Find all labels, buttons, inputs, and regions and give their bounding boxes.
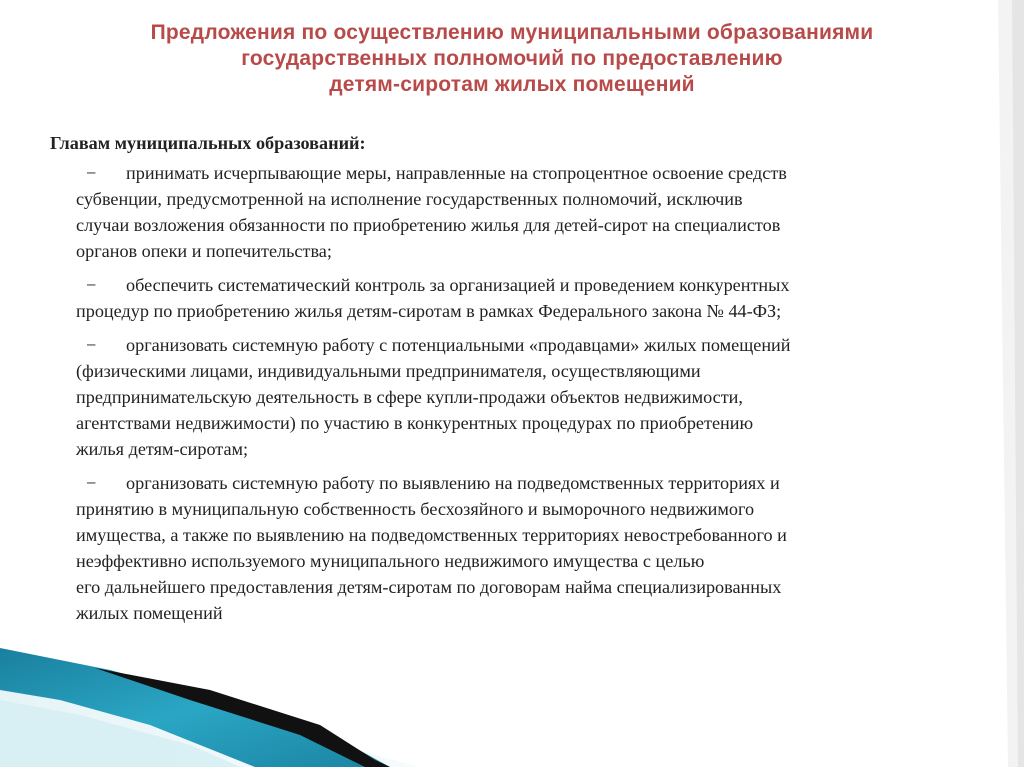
swoosh-light-strip xyxy=(0,700,240,767)
list-item-line: случаи возложения обязанности по приобретению жилья для детей-сирот на специалистов xyxy=(76,215,781,235)
list-item xyxy=(50,332,980,462)
swoosh-light-shape xyxy=(0,675,420,767)
list-item xyxy=(50,470,980,626)
list-item-line: его дальнейшего предоставления детям-сиротам по договорам найма специализированных xyxy=(76,577,782,597)
list-item-text: обеспечить систематический контроль за организацией и проведением конкурентных xyxy=(126,275,790,295)
list-item-line: имущества, а также по выявлению на подведомственных территориях невостребованного и xyxy=(76,525,787,545)
list-item-line: неэффективно используемого муниципального недвижимого имущества с целью xyxy=(76,551,705,571)
dash-bullet: − xyxy=(86,275,97,295)
list-item-line xyxy=(76,160,980,186)
list-item-line: процедур по приобретению жилья детям-сиротам в рамках Федерального закона № 44-ФЗ; xyxy=(76,301,782,321)
list-item-line xyxy=(76,470,980,496)
list-item xyxy=(50,160,980,264)
dash-bullet: − xyxy=(86,163,97,183)
slide-title xyxy=(40,20,984,98)
title-line-2: государственных полномочий по предоставлению xyxy=(241,47,783,70)
list-item-line: органов опеки и попечительства; xyxy=(76,241,332,261)
right-edge-shade xyxy=(998,0,1024,767)
title-line-1: Предложения по осуществлению муниципальными образованиями xyxy=(150,21,874,44)
list-item-text: принимать исчерпывающие меры, направленные на стопроцентное освоение средств xyxy=(126,163,787,183)
right-edge-shade-2 xyxy=(1012,0,1024,767)
list-item-line: предпринимательскую деятельность в сфере купли-продажи объектов недвижимости, xyxy=(76,387,743,407)
list-item xyxy=(50,272,980,324)
list-item-line: жилья детям-сиротам; xyxy=(76,439,249,459)
swoosh-black-shape xyxy=(95,668,390,767)
list-item-line xyxy=(76,272,980,298)
body-heading: Главам муниципальных образований: xyxy=(50,133,366,153)
title-line-3: детям-сиротам жилых помещений xyxy=(329,73,695,96)
list-item-line: жилых помещений xyxy=(76,603,223,623)
list-item-line: (физическими лицами, индивидуальными предпринимателя, осуществляющими xyxy=(76,361,701,381)
slide-body xyxy=(50,130,980,634)
swoosh-teal-shape xyxy=(0,648,390,767)
list-item-line: агентствами недвижимости) по участию в конкурентных процедурах по приобретению xyxy=(76,413,754,433)
list-item-line: субвенции, предусмотренной на исполнение государственных полномочий, исключив xyxy=(76,189,743,209)
list-item-text: организовать системную работу по выявлению на подведомственных территориях и xyxy=(126,473,780,493)
list-item-text: организовать системную работу с потенциальными «продавцами» жилых помещений xyxy=(126,335,791,355)
dash-bullet: − xyxy=(86,335,97,355)
list-item-line xyxy=(76,332,980,358)
dash-bullet: − xyxy=(86,473,97,493)
list-item-line: принятию в муниципальную собственность бесхозяйного и выморочного недвижимого xyxy=(76,499,755,519)
